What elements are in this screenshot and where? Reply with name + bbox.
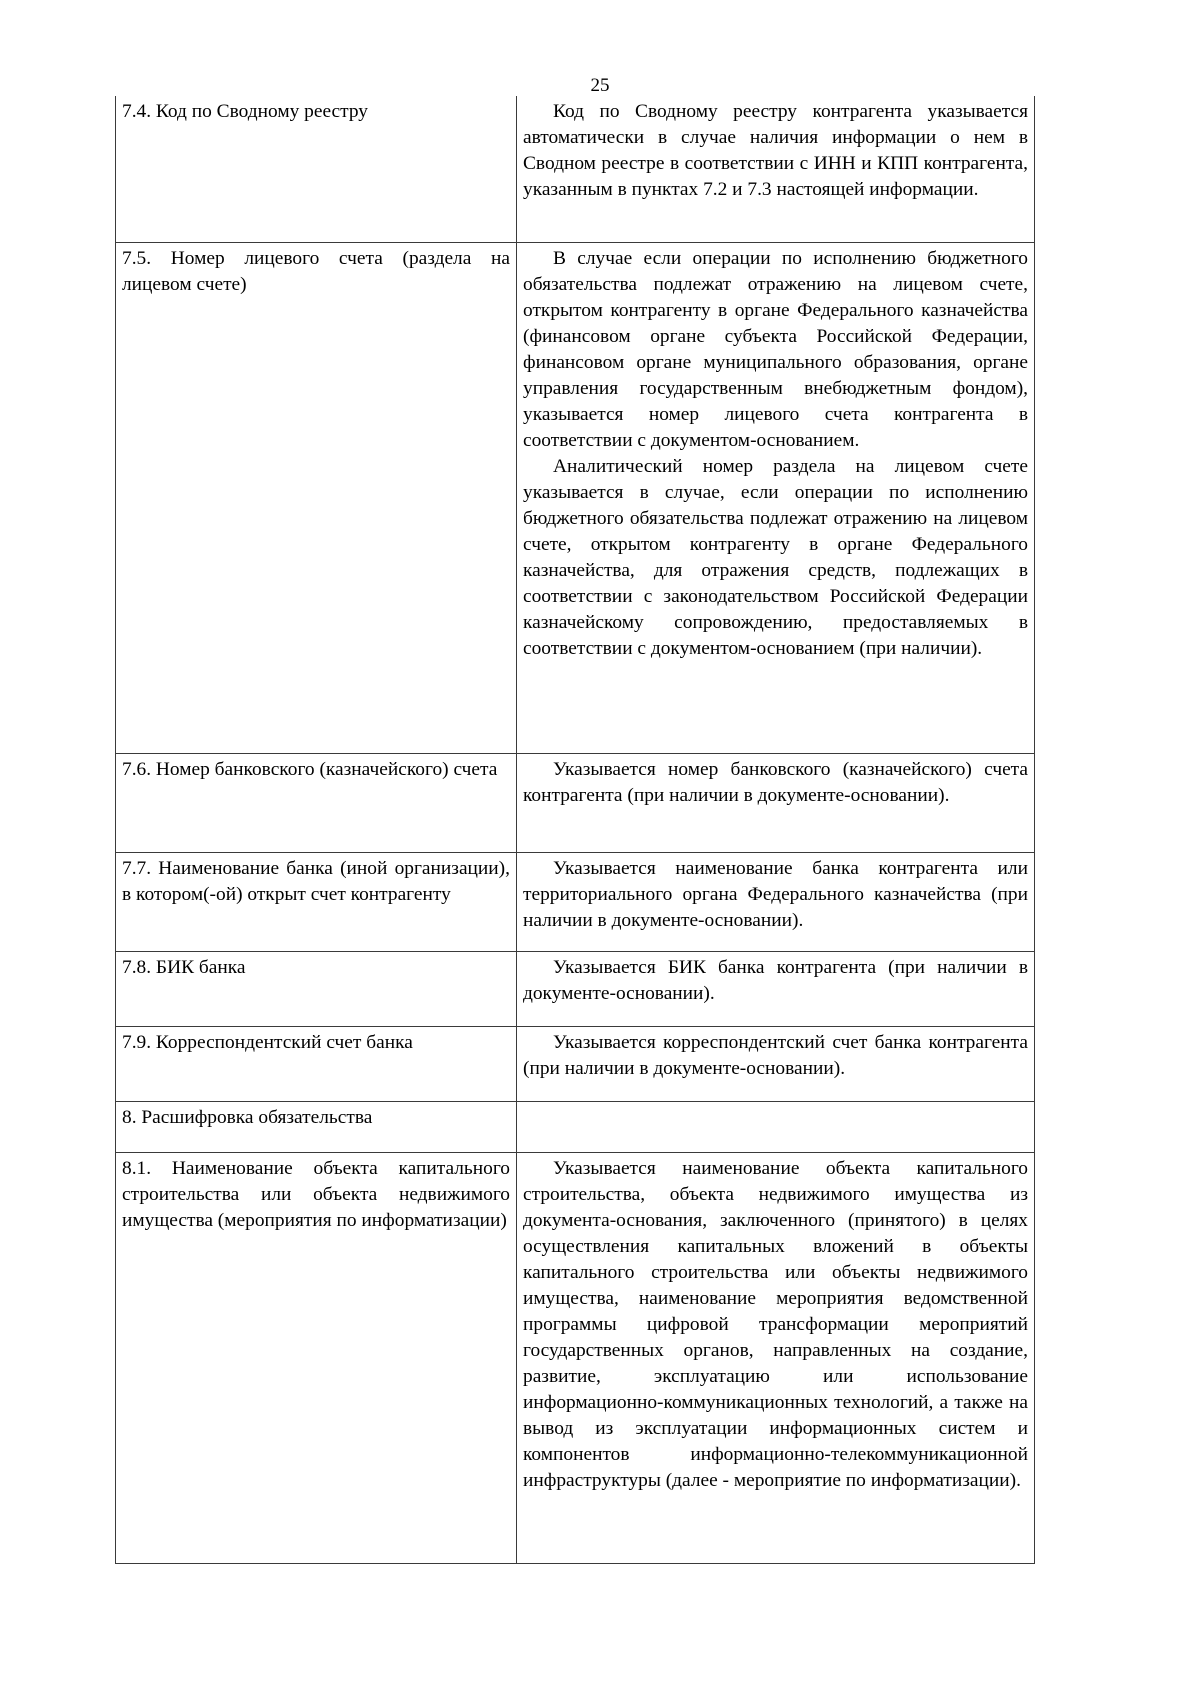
description-paragraph: В случае если операции по исполнению бюджетного обязательства подлежат отражению на лицевом счете, открытом контрагенту в органе Федерального казначейства (финансовом органе субъекта Российской Федерации, финансовом органе муниципального образования, органе управления государственным внебюджетным фондом), указывается номер лицевого счета контрагента в соответствии с документом-основанием. — [523, 248, 1028, 451]
description-paragraph: Аналитический номер раздела на лицевом счете указывается в случае, если операции по исполнению бюджетного обязательства подлежат отражению на лицевом счете, открытом контрагенту в органе Федерального казначейства, для отражения средств, подлежащих в соответствии с законодательством Российской Федерации казначейскому сопровождению, предоставляемых в соответствии с документом-основанием (при наличии). — [523, 456, 1028, 659]
page-number: 25 — [590, 75, 610, 96]
empty-description-cell — [517, 1102, 1035, 1153]
section-label-cell — [116, 1102, 517, 1153]
field-label-cell — [116, 96, 517, 243]
section-label: 8. Расшифровка обязательства — [122, 1107, 373, 1128]
table-row — [116, 96, 1035, 243]
field-description-cell — [517, 96, 1035, 243]
table-row — [116, 952, 1035, 1027]
table-row — [116, 1027, 1035, 1102]
field-label-cell — [116, 853, 517, 952]
field-label: 7.6. Номер банковского (казначейского) счета — [122, 759, 498, 780]
field-label-cell — [116, 754, 517, 853]
field-label: 8.1. Наименование объекта капитального строительства или объекта недвижимого имущества (мероприятия по информатизации) — [122, 1158, 510, 1231]
field-description-cell — [517, 1027, 1035, 1102]
field-description-cell — [517, 243, 1035, 754]
table-row — [116, 243, 1035, 754]
description-paragraph: Код по Сводному реестру контрагента указывается автоматически в случае наличия информации о нем в Сводном реестре в соответствии с ИНН и КПП контрагента, указанным в пунктах 7.2 и 7.3 настоящей информации. — [523, 101, 1028, 200]
field-label-cell — [116, 1027, 517, 1102]
description-paragraph: Указывается наименование банка контрагента или территориального органа Федерального казначейства (при наличии в документе-основании). — [523, 858, 1028, 931]
field-label: 7.5. Номер лицевого счета (раздела на лицевом счете) — [122, 248, 510, 295]
table-row — [116, 853, 1035, 952]
field-description-cell — [517, 853, 1035, 952]
field-label: 7.7. Наименование банка (иной организации), в котором(-ой) открыт счет контрагенту — [122, 858, 510, 905]
description-paragraph: Указывается корреспондентский счет банка контрагента (при наличии в документе-основании). — [523, 1032, 1028, 1079]
table-row — [116, 1102, 1035, 1153]
description-paragraph: Указывается наименование объекта капитального строительства, объекта недвижимого имущества из документа-основания, заключенного (принятого) в целях осуществления капитальных вложений в объекты капитального строительства или объекты недвижимого имущества, наименование мероприятия ведомственной программы цифровой трансформации мероприятий государственных органов, направленных на создание, развитие, эксплуатацию или использование информационно-коммуникационных технологий, а также на вывод из эксплуатации информационных систем и компонентов информационно-телекоммуникационной инфраструктуры (далее - мероприятие по информатизации). — [523, 1158, 1028, 1491]
field-description-cell — [517, 754, 1035, 853]
field-description-cell — [517, 1153, 1035, 1564]
field-label-cell — [116, 952, 517, 1027]
field-label-cell — [116, 1153, 517, 1564]
field-label: 7.4. Код по Сводному реестру — [122, 101, 368, 122]
description-paragraph: Указывается номер банковского (казначейского) счета контрагента (при наличии в документе-основании). — [523, 759, 1028, 806]
table-row — [116, 754, 1035, 853]
field-label: 7.9. Корреспондентский счет банка — [122, 1032, 413, 1053]
table-row — [116, 1153, 1035, 1564]
field-label: 7.8. БИК банка — [122, 957, 246, 978]
requisites-table — [115, 96, 1035, 1564]
field-label-cell — [116, 243, 517, 754]
field-description-cell — [517, 952, 1035, 1027]
description-paragraph: Указывается БИК банка контрагента (при наличии в документе-основании). — [523, 957, 1028, 1004]
